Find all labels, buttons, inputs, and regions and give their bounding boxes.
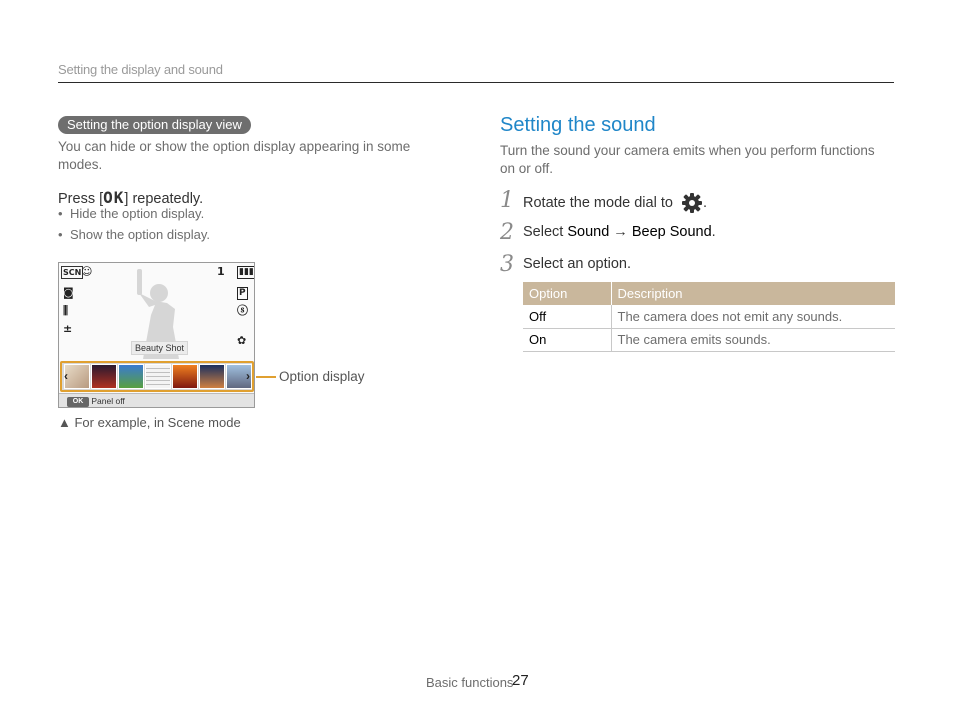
option-display-callout: Option display — [279, 369, 365, 384]
step-number: 1 — [500, 188, 514, 213]
step-text: Select an option. — [523, 256, 632, 272]
ok-key-icon: OK — [67, 397, 89, 407]
bullet-dot-icon: • — [58, 227, 63, 242]
description-cell: The camera emits sounds. — [611, 328, 895, 351]
shot-count: 1 — [217, 265, 225, 278]
step-number: 2 — [500, 220, 514, 245]
table-header-option: Option — [523, 282, 611, 305]
callout-line — [256, 376, 276, 378]
ev-icon: ± — [63, 322, 73, 335]
scene-mode-icon: SCN — [63, 268, 82, 277]
scene-thumbnail — [199, 364, 225, 389]
step-prefix: Select — [523, 224, 568, 240]
step-instruction: Rotate the mode dial to — [523, 194, 673, 211]
subsection-pill: Setting the option display view — [58, 116, 251, 134]
footer-chapter-label: Basic functions — [426, 675, 514, 690]
figure-caption: ▲ For example, in Scene mode — [58, 415, 241, 430]
macro-icon: ✿ — [237, 334, 247, 347]
menu-term-beep-sound: Beep Sound — [631, 224, 712, 240]
section-title: Setting the sound — [500, 114, 656, 136]
table-header-row — [523, 282, 895, 305]
option-cell: Off — [523, 305, 611, 328]
section-intro-text: Turn the sound your camera emits when you perform functions on or off. — [500, 143, 875, 176]
scene-thumbnail — [172, 364, 198, 389]
press-suffix: ] repeatedly. — [124, 191, 204, 207]
press-prefix: Press [ — [58, 191, 104, 207]
portrait-mode-icon: ☺ — [81, 265, 93, 278]
ok-key-icon: OK — [103, 188, 125, 207]
panel-off-bar — [59, 393, 254, 408]
step-text — [523, 224, 716, 240]
option-display-strip — [60, 361, 254, 392]
table-header-description: Description — [611, 282, 895, 305]
image-size-icon: P — [239, 288, 246, 298]
battery-icon: ▮▮▮ — [239, 267, 254, 277]
press-instruction — [58, 188, 203, 207]
page-section-header: Setting the display and sound — [58, 62, 223, 77]
left-intro-text: You can hide or show the option display appearing in some modes. — [58, 139, 411, 172]
header-divider — [58, 82, 894, 83]
scene-mode-label: Beauty Shot — [131, 341, 188, 355]
menu-term-sound: Sound — [567, 224, 610, 240]
face-detect-icon: ◙ — [63, 286, 74, 299]
step-suffix: . — [702, 194, 707, 211]
camera-screen-illustration — [58, 262, 255, 408]
option-cell: On — [523, 328, 611, 351]
chevron-left-icon: ‹ — [64, 369, 68, 383]
arrow-right-icon: → — [609, 224, 632, 240]
step-text — [523, 192, 707, 214]
step-number: 3 — [500, 252, 514, 277]
settings-gear-icon — [681, 192, 703, 214]
panel-off-text: Panel off — [91, 396, 125, 406]
bullet-dot-icon: • — [58, 206, 63, 221]
table-row — [523, 328, 895, 351]
scene-thumbnail — [91, 364, 117, 389]
bullet-text: Show the option display. — [70, 227, 210, 242]
bullet-text: Hide the option display. — [70, 206, 205, 221]
flash-off-icon: ⓢ — [237, 304, 248, 317]
step-suffix: . — [711, 224, 716, 240]
sound-options-table — [523, 282, 895, 352]
bullet-item — [58, 227, 210, 242]
scene-thumbnail — [118, 364, 144, 389]
bullet-item — [58, 206, 204, 221]
page-number: 27 — [512, 672, 529, 689]
scene-thumbnail — [145, 364, 171, 389]
exposure-icon: ⫼ — [63, 304, 69, 317]
chevron-right-icon: › — [246, 369, 250, 383]
table-row — [523, 305, 895, 328]
description-cell: The camera does not emit any sounds. — [611, 305, 895, 328]
